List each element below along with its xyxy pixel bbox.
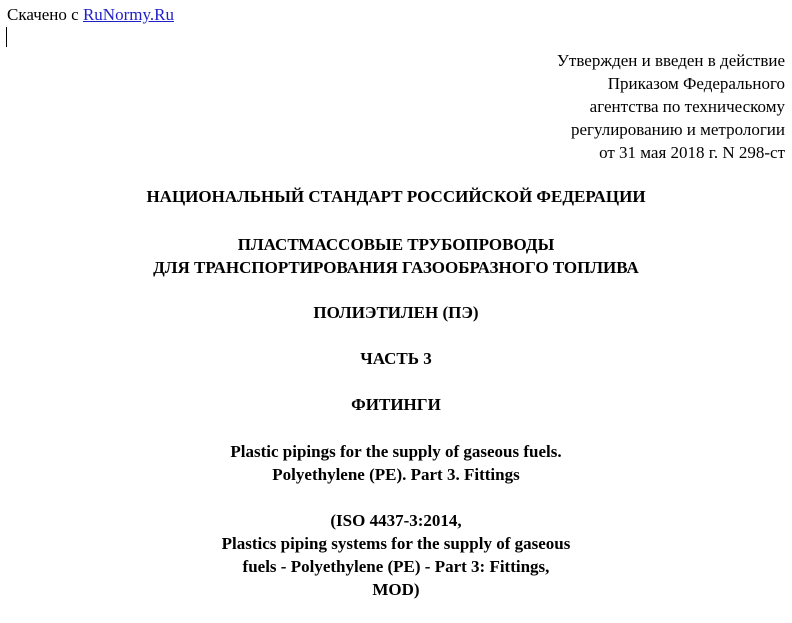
subject-text: ФИТИНГИ — [351, 395, 441, 414]
national-standard-text: НАЦИОНАЛЬНЫЙ СТАНДАРТ РОССИЙСКОЙ ФЕДЕРАЦИИ — [146, 187, 646, 206]
iso-line: MOD) — [372, 580, 420, 599]
material-heading — [0, 301, 792, 324]
part-text: ЧАСТЬ 3 — [360, 349, 432, 368]
iso-line: fuels - Polyethylene (PE) - Part 3: Fittings, — [242, 557, 550, 576]
title-line: ПЛАСТМАССОВЫЕ ТРУБОПРОВОДЫ — [237, 235, 555, 254]
approval-line: от 31 мая 2018 г. N 298-ст — [599, 143, 785, 162]
source-line — [7, 5, 174, 25]
approval-line: регулированию и метрологии — [570, 120, 785, 139]
iso-reference — [0, 509, 792, 601]
english-title-line: Plastic pipings for the supply of gaseous fuels. — [230, 442, 562, 461]
english-title-line: Polyethylene (PE). Part 3. Fittings — [272, 465, 520, 484]
document-title — [0, 233, 792, 279]
source-prefix: Скачено с — [7, 5, 83, 24]
text-cursor — [6, 27, 7, 47]
material-text: ПОЛИЭТИЛЕН (ПЭ) — [313, 303, 479, 322]
part-heading — [0, 347, 792, 370]
english-title — [0, 440, 792, 486]
approval-line: Утвержден и введен в действие — [556, 51, 785, 70]
national-standard-heading — [0, 185, 792, 208]
approval-line: Приказом Федерального — [607, 74, 785, 93]
title-line: ДЛЯ ТРАНСПОРТИРОВАНИЯ ГАЗООБРАЗНОГО ТОПЛИВА — [153, 258, 639, 277]
approval-block — [365, 49, 785, 164]
iso-line: (ISO 4437-3:2014, — [330, 511, 462, 530]
approval-line: агентства по техническому — [589, 97, 785, 116]
subject-heading — [0, 393, 792, 416]
iso-line: Plastics piping systems for the supply of gaseous — [221, 534, 571, 553]
runormy-link[interactable]: RuNormy.Ru — [82, 5, 174, 24]
